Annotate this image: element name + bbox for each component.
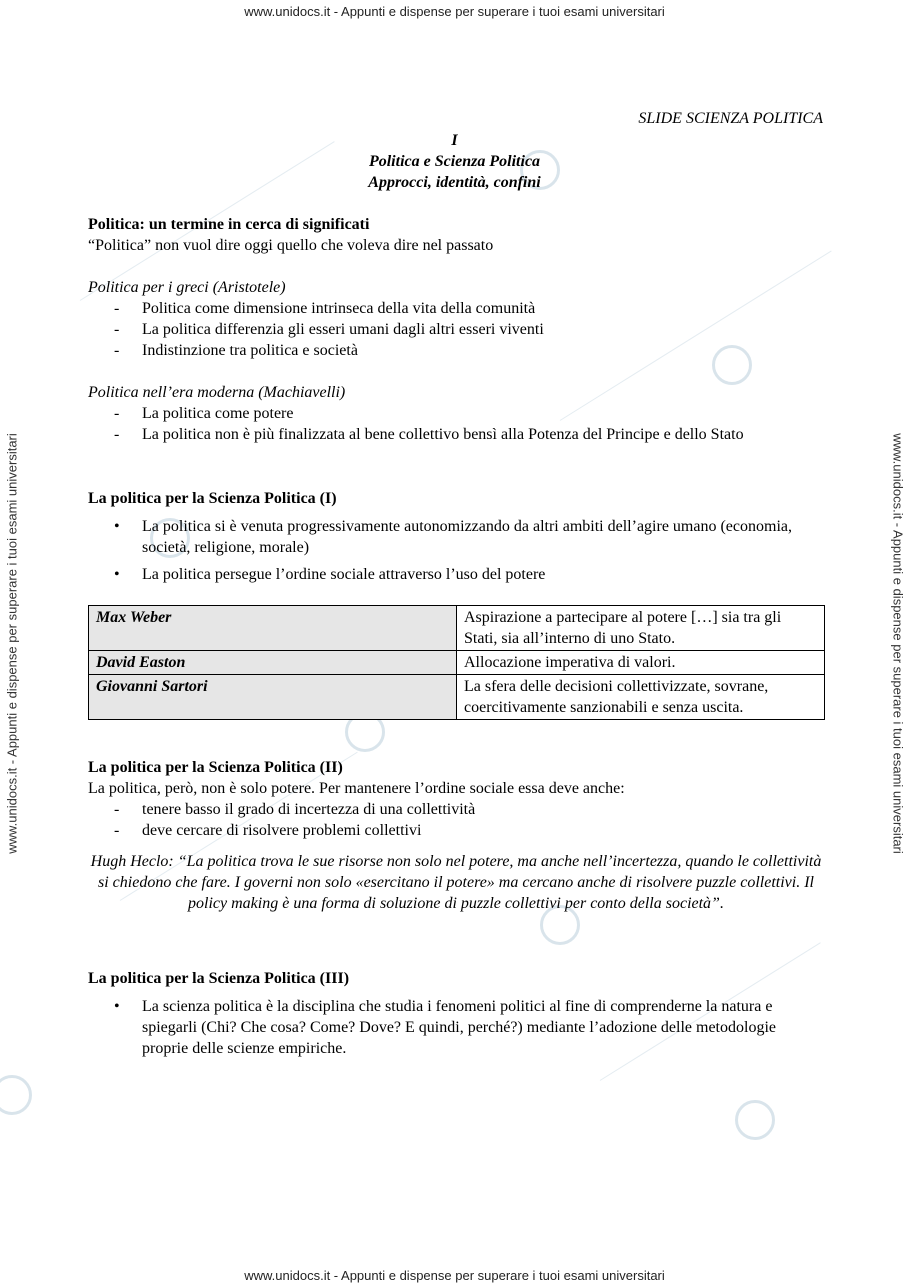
- list-item: - La politica differenzia gli esseri umani dagli altri esseri viventi: [88, 319, 824, 340]
- definitions-table-wrap: [88, 605, 824, 720]
- table-row: [89, 675, 825, 720]
- list-item: - La politica come potere: [88, 403, 824, 424]
- list-item: • La politica persegue l’ordine sociale attraverso l’uso del potere: [88, 564, 824, 585]
- table-row: [89, 651, 825, 675]
- title-line-2: Approcci, identità, confini: [368, 174, 541, 191]
- section-scienza-politica-1: [88, 488, 824, 591]
- document-header: SLIDE SCIENZA POLITICA: [638, 110, 823, 127]
- table-cell-author: Max Weber: [89, 606, 457, 651]
- section-moderna: [88, 382, 824, 445]
- watermark-top[interactable]: www.unidocs.it - Appunti e dispense per superare i tuoi esami universitari: [244, 4, 665, 19]
- table-cell-author: Giovanni Sartori: [89, 675, 457, 720]
- section-greci: [88, 277, 824, 361]
- dash-list: [88, 403, 824, 445]
- list-item: • La scienza politica è la disciplina che studia i fenomeni politici al fine di comprenderne la natura e spiegarli (Chi? Che cosa? Come? Dove? E quindi, perché?) mediante l’adozione delle metodologie proprie delle scienze empiriche.: [88, 996, 824, 1059]
- list-item: - Politica come dimensione intrinseca della vita della comunità: [88, 298, 824, 319]
- bullet-list: [88, 996, 824, 1059]
- section-heading: La politica per la Scienza Politica (III): [88, 970, 350, 987]
- subsection-heading: Politica per i greci (Aristotele): [88, 279, 286, 296]
- list-item: - Indistinzione tra politica e società: [88, 340, 824, 361]
- title-line-1: Politica e Scienza Politica: [368, 153, 541, 170]
- section-scienza-politica-3: [88, 968, 824, 1065]
- watermark-right: www.unidocs.it - Appunti e dispense per superare i tuoi esami universitari: [890, 433, 906, 854]
- list-item: • La politica si è venuta progressivamente autonomizzando da altri ambiti dell’agire umano (economia, società, religione, morale): [88, 516, 824, 558]
- section-scienza-politica-2: [88, 757, 824, 914]
- section-text: La politica, però, non è solo potere. Per mantenere l’ordine sociale essa deve anche:: [88, 780, 625, 797]
- section-heading: La politica per la Scienza Politica (II): [88, 759, 343, 776]
- watermark-bottom[interactable]: www.unidocs.it - Appunti e dispense per superare i tuoi esami universitari: [244, 1268, 665, 1283]
- document-title: [0, 130, 909, 193]
- list-item: - tenere basso il grado di incertezza di una collettività: [88, 799, 824, 820]
- table-row: [89, 606, 825, 651]
- section-heading: Politica: un termine in cerca di significati: [88, 216, 370, 233]
- list-item: - deve cercare di risolvere problemi collettivi: [88, 820, 824, 841]
- table-cell-definition: Allocazione imperativa di valori.: [457, 651, 825, 675]
- heclo-quote: Hugh Heclo: “La politica trova le sue risorse non solo nel potere, ma anche nell’incertezza, quando le collettività si chiedono che fare. I governi non solo «esercitano il potere» ma cercano anche di risolvere puzzle collettivi. Il policy making è una forma di soluzione di puzzle collettivi per conto della società”.: [90, 853, 822, 912]
- table-cell-definition: La sfera delle decisioni collettivizzate, sovrane, coercitivamente sanzionabili e senza uscita.: [457, 675, 825, 720]
- section-meaning: [88, 214, 824, 256]
- dash-list: [88, 298, 824, 361]
- section-heading: La politica per la Scienza Politica (I): [88, 490, 337, 507]
- table-cell-definition: Aspirazione a partecipare al potere […] sia tra gli Stati, sia all’interno di uno Stato.: [457, 606, 825, 651]
- title-number: I: [451, 132, 458, 149]
- watermark-left: www.unidocs.it - Appunti e dispense per superare i tuoi esami universitari: [4, 433, 20, 854]
- definitions-table: [88, 605, 825, 720]
- section-text: “Politica” non vuol dire oggi quello che voleva dire nel passato: [88, 237, 494, 254]
- bullet-list: [88, 516, 824, 585]
- table-cell-author: David Easton: [89, 651, 457, 675]
- list-item: - La politica non è più finalizzata al bene collettivo bensì alla Potenza del Principe e dello Stato: [88, 424, 824, 445]
- dash-list: [88, 799, 824, 841]
- subsection-heading: Politica nell’era moderna (Machiavelli): [88, 384, 346, 401]
